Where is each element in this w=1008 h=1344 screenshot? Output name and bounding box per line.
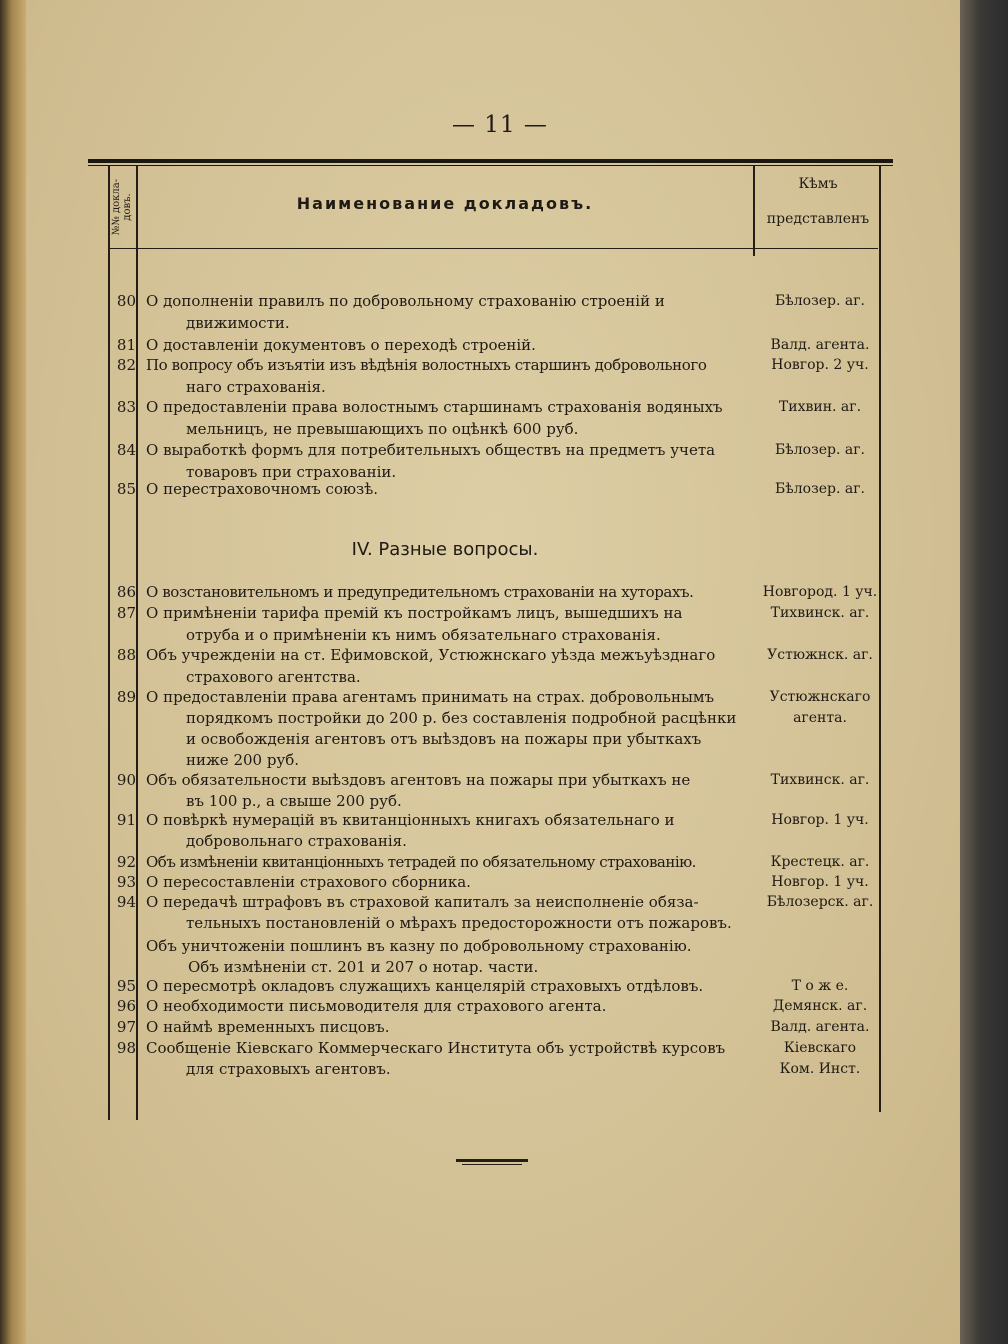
column-header-title: Наименование докладовъ. bbox=[296, 194, 594, 213]
row-number: 95 bbox=[116, 977, 136, 995]
row-presented-by: Бѣлозер. аг. bbox=[775, 481, 865, 497]
end-ornament-rule bbox=[456, 1159, 528, 1162]
row-presented-by: Новгор. 1 уч. bbox=[771, 874, 869, 890]
row-title-line1: О примѣненіи тарифа премій къ постройкамъ лицъ, вышедшихъ на bbox=[146, 604, 683, 622]
row-title-line1: О передачѣ штрафовъ въ страховой капиталъ за неисполненіе обяза- bbox=[146, 893, 699, 911]
row-number: 81 bbox=[116, 336, 136, 354]
row-title-line1: О выработкѣ формъ для потребительныхъ обществъ на предметъ учета bbox=[146, 441, 716, 459]
row-title-line1: О пересоставленіи страхового сборника. bbox=[146, 873, 471, 891]
row-number: 84 bbox=[116, 441, 136, 459]
row-presented-by: Новгор. 2 уч. bbox=[771, 357, 869, 373]
row-number: 87 bbox=[116, 604, 136, 622]
row-title-line1: О доставленіи документовъ о переходѣ строеній. bbox=[146, 336, 536, 354]
row-title-line1: О пересмотрѣ окладовъ служащихъ канцелярій страховыхъ отдѣловъ. bbox=[146, 977, 704, 995]
row-number: 98 bbox=[116, 1039, 136, 1057]
row-title-line1: О предоставленіи права агентамъ принимать на страх. добровольнымъ bbox=[146, 688, 715, 706]
row-title-line2: мельницъ, не превышающихъ по оцѣнкѣ 600 руб. bbox=[186, 420, 579, 438]
row-presented-by: Т о ж е. bbox=[791, 978, 849, 994]
row-title-line1: О наймѣ временныхъ писцовъ. bbox=[146, 1018, 390, 1036]
row-number: 90 bbox=[116, 771, 136, 789]
row-title-line1: По вопросу объ изъятіи изъ вѣдѣнія волостныхъ старшинъ добровольного bbox=[146, 356, 707, 374]
row-title-line4: ниже 200 руб. bbox=[186, 751, 300, 769]
row-title-line2: добровольнаго страхованія. bbox=[186, 832, 407, 850]
row-presented-by: Бѣлозерск. аг. bbox=[766, 894, 874, 910]
row-presented-by: Новгор. 1 уч. bbox=[771, 812, 869, 828]
row-title-line3: и освобожденія агентовъ отъ выѣздовъ на пожары при убыткахъ bbox=[186, 730, 702, 748]
row-title-line1: О перестраховочномъ союзѣ. bbox=[146, 480, 379, 498]
row-number: 85 bbox=[116, 480, 136, 498]
column-header-by-line2: представленъ bbox=[766, 211, 870, 227]
column-header-by-line1: Кѣмъ bbox=[798, 176, 838, 192]
column-divider-by bbox=[753, 166, 755, 256]
row-number: 97 bbox=[116, 1018, 136, 1036]
row-presented-by: Тихвинск. аг. bbox=[770, 772, 870, 788]
row-title-line1: Объ обязательности выѣздовъ агентовъ на пожары при убыткахъ не bbox=[146, 771, 691, 789]
row-presented-by: Крестецк. аг. bbox=[770, 854, 870, 870]
row-title-line1: Объ измѣненіи квитанціонныхъ тетрадей по обязательному страхованію. bbox=[146, 853, 696, 871]
row-number: 89 bbox=[116, 688, 136, 706]
row-number: 82 bbox=[116, 356, 136, 374]
row-presented-by: Бѣлозер. аг. bbox=[775, 293, 865, 309]
row-title-line2: Объ измѣненіи ст. 201 и 207 о нотар. части. bbox=[188, 958, 539, 976]
row-number: 91 bbox=[116, 811, 136, 829]
row-number: 86 bbox=[116, 583, 136, 601]
row-presented-by: Тихвин. аг. bbox=[778, 399, 862, 415]
row-presented-by-line2: агента. bbox=[793, 710, 847, 726]
row-title-line1: О повѣркѣ нумерацій въ квитанціонныхъ книгахъ обязательнаго и bbox=[146, 811, 675, 829]
row-title-line2: для страховыхъ агентовъ. bbox=[186, 1060, 391, 1078]
row-presented-by: Демянск. аг. bbox=[772, 998, 868, 1014]
row-title-line2: отруба и о примѣненіи къ нимъ обязательнаго страхованія. bbox=[186, 626, 661, 644]
row-title-line1: О дополненіи правилъ по добровольному страхованію строеній и bbox=[146, 292, 665, 310]
row-number: 83 bbox=[116, 398, 136, 416]
row-title-line1: Сообщеніе Кіевскаго Коммерческаго Института объ устройствѣ курсовъ bbox=[146, 1039, 726, 1057]
book-cover-right bbox=[960, 0, 1008, 1344]
row-title-line1: Объ уничтоженіи пошлинъ въ казну по добровольному страхованію. bbox=[146, 937, 692, 955]
row-number: 94 bbox=[116, 893, 136, 911]
row-presented-by: Устюжнск. аг. bbox=[767, 647, 873, 663]
row-presented-by: Бѣлозер. аг. bbox=[775, 442, 865, 458]
row-presented-by: Кіевскаго bbox=[783, 1040, 857, 1056]
table-header-underline bbox=[110, 248, 878, 249]
row-number: 80 bbox=[116, 292, 136, 310]
row-title-line1: О необходимости письмоводителя для страхового агента. bbox=[146, 997, 607, 1015]
row-title-line2: наго страхованія. bbox=[186, 378, 326, 396]
column-header-number-label: №№ докла-довъ. bbox=[111, 178, 133, 236]
table-top-rule-thin bbox=[88, 165, 893, 166]
row-title-line2: тельныхъ постановленій о мѣрахъ предосторожности отъ пожаровъ. bbox=[186, 914, 732, 932]
table-top-rule bbox=[88, 159, 893, 163]
column-divider-number bbox=[136, 166, 138, 1120]
row-title-line2: движимости. bbox=[186, 314, 290, 332]
row-presented-by: Новгород. 1 уч. bbox=[762, 584, 878, 600]
row-presented-by: Валд. агента. bbox=[770, 1019, 870, 1035]
row-presented-by: Устюжнскаго bbox=[769, 689, 871, 705]
row-presented-by-line2: Ком. Инст. bbox=[779, 1061, 861, 1077]
book-binding-left bbox=[0, 0, 26, 1344]
section-title: IV. Разные вопросы. bbox=[351, 539, 539, 560]
row-presented-by: Тихвинск. аг. bbox=[770, 605, 870, 621]
row-presented-by: Валд. агента. bbox=[770, 337, 870, 353]
row-title-line1: О возстановительномъ и предупредительномъ страхованіи на хуторахъ. bbox=[146, 583, 694, 601]
end-ornament-rule-thin bbox=[462, 1164, 522, 1165]
row-title-line2: страхового агентства. bbox=[186, 668, 361, 686]
column-header-number bbox=[108, 170, 134, 246]
row-title-line1: Объ учрежденіи на ст. Ефимовской, Устюжнскаго уѣзда межъуѣзднаго bbox=[146, 646, 716, 664]
page-number: — 11 — bbox=[452, 112, 548, 138]
row-title-line2: товаровъ при страхованіи. bbox=[186, 463, 397, 481]
row-number: 88 bbox=[116, 646, 136, 664]
row-number: 92 bbox=[116, 853, 136, 871]
row-number: 96 bbox=[116, 997, 136, 1015]
row-title-line2: порядкомъ постройки до 200 р. без составленія подробной расцѣнки bbox=[186, 709, 737, 727]
row-number: 93 bbox=[116, 873, 136, 891]
row-title-line1: О предоставленіи права волостнымъ старшинамъ страхованія водяныхъ bbox=[146, 398, 723, 416]
row-title-line2: въ 100 р., а свыше 200 руб. bbox=[186, 792, 402, 810]
